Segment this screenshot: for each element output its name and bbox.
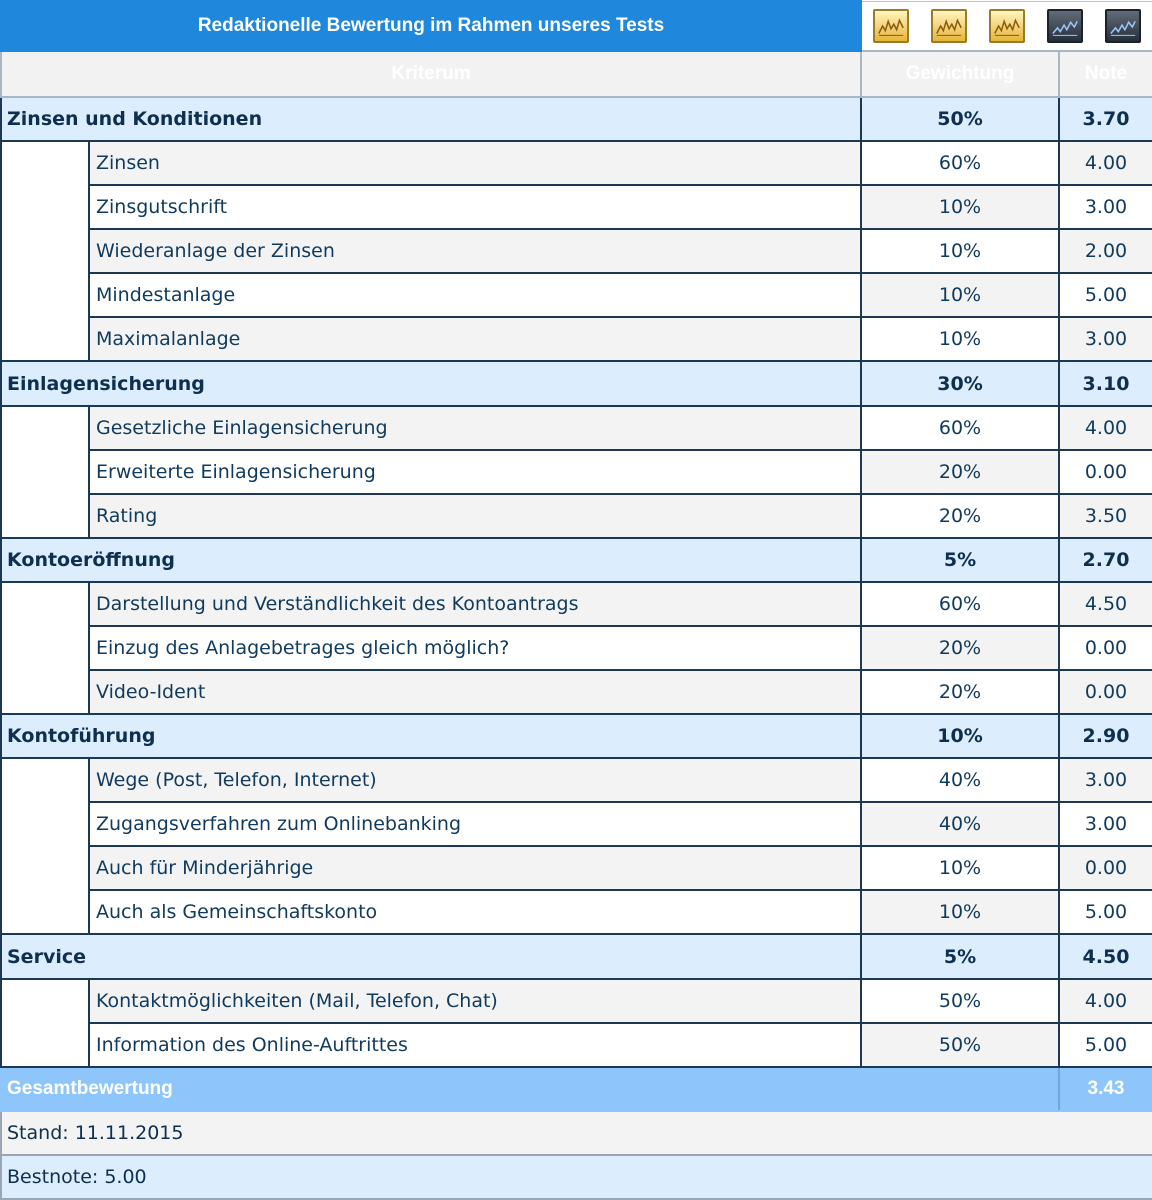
dark-chart-icon-1[interactable] [1047, 9, 1083, 43]
title-row [1, 1, 1152, 51]
criterion-weight: 60% [861, 141, 1059, 185]
criterion-name: Maximalanlage [89, 317, 861, 361]
criterion-grade: 3.00 [1059, 317, 1152, 361]
category-row [1, 361, 1152, 405]
criterion-grade: 5.00 [1059, 273, 1152, 317]
category-name: Kontoeröffnung [1, 538, 861, 582]
criterion-row [1, 185, 1152, 229]
criterion-row [1, 758, 1152, 802]
criterion-row [1, 317, 1152, 361]
criterion-weight: 40% [861, 758, 1059, 802]
criterion-grade: 3.00 [1059, 185, 1152, 229]
criterion-weight: 10% [861, 185, 1059, 229]
criterion-weight: 40% [861, 802, 1059, 846]
total-grade: 3.43 [1059, 1067, 1152, 1111]
header-criterion: Kriterum [1, 51, 861, 97]
category-weight: 30% [861, 361, 1059, 405]
criterion-row [1, 450, 1152, 494]
category-row [1, 934, 1152, 978]
criterion-weight: 50% [861, 1023, 1059, 1067]
criterion-row [1, 1023, 1152, 1067]
criterion-weight: 20% [861, 670, 1059, 714]
category-grade: 4.50 [1059, 934, 1152, 978]
criterion-weight: 10% [861, 273, 1059, 317]
criterion-row [1, 229, 1152, 273]
criterion-name: Auch für Minderjährige [89, 846, 861, 890]
criterion-row [1, 626, 1152, 670]
category-weight: 10% [861, 714, 1059, 758]
criterion-row [1, 406, 1152, 450]
category-name: Service [1, 934, 861, 978]
category-name: Zinsen und Konditionen [1, 97, 861, 141]
header-weight: Gewichtung [861, 51, 1059, 97]
total-row [1, 1067, 1152, 1111]
category-row [1, 97, 1152, 141]
criterion-name: Erweiterte Einlagensicherung [89, 450, 861, 494]
criterion-weight: 50% [861, 979, 1059, 1023]
total-label: Gesamtbewertung [1, 1067, 1059, 1111]
criterion-grade: 2.00 [1059, 229, 1152, 273]
criterion-grade: 4.00 [1059, 406, 1152, 450]
gold-chart-icon-3[interactable] [989, 9, 1025, 43]
indent-spacer [1, 582, 89, 714]
criterion-row [1, 846, 1152, 890]
criterion-grade: 0.00 [1059, 626, 1152, 670]
category-grade: 2.90 [1059, 714, 1152, 758]
criterion-name: Wiederanlage der Zinsen [89, 229, 861, 273]
criterion-row [1, 979, 1152, 1023]
criterion-grade: 4.00 [1059, 979, 1152, 1023]
category-weight: 5% [861, 934, 1059, 978]
indent-spacer [1, 758, 89, 934]
criterion-row [1, 273, 1152, 317]
best-text: Bestnote: 5.00 [1, 1155, 1152, 1199]
gold-chart-icon-2[interactable] [931, 9, 967, 43]
criterion-grade: 3.00 [1059, 758, 1152, 802]
table-title: Redaktionelle Bewertung im Rahmen unseres Tests [1, 1, 861, 51]
criterion-name: Zugangsverfahren zum Onlinebanking [89, 802, 861, 846]
criterion-weight: 20% [861, 494, 1059, 538]
best-row [1, 1155, 1152, 1199]
criterion-name: Einzug des Anlagebetrages gleich möglich? [89, 626, 861, 670]
category-name: Einlagensicherung [1, 361, 861, 405]
criterion-grade: 3.00 [1059, 802, 1152, 846]
criterion-weight: 20% [861, 450, 1059, 494]
chart-icons [861, 1, 1152, 51]
criterion-grade: 3.50 [1059, 494, 1152, 538]
criterion-row [1, 141, 1152, 185]
indent-spacer [1, 141, 89, 361]
dark-chart-icon-2[interactable] [1105, 9, 1141, 43]
criterion-row [1, 494, 1152, 538]
criterion-name: Information des Online-Auftrittes [89, 1023, 861, 1067]
criterion-name: Rating [89, 494, 861, 538]
criterion-name: Auch als Gemeinschaftskonto [89, 890, 861, 934]
criterion-weight: 60% [861, 582, 1059, 626]
criterion-weight: 10% [861, 890, 1059, 934]
criterion-row [1, 890, 1152, 934]
criterion-grade: 0.00 [1059, 846, 1152, 890]
criterion-weight: 10% [861, 229, 1059, 273]
header-grade: Note [1059, 51, 1152, 97]
criterion-weight: 20% [861, 626, 1059, 670]
category-grade: 2.70 [1059, 538, 1152, 582]
criterion-grade: 4.00 [1059, 141, 1152, 185]
criterion-grade: 5.00 [1059, 890, 1152, 934]
category-row [1, 714, 1152, 758]
criterion-grade: 5.00 [1059, 1023, 1152, 1067]
criterion-name: Wege (Post, Telefon, Internet) [89, 758, 861, 802]
criterion-row [1, 582, 1152, 626]
criterion-name: Darstellung und Verständlichkeit des Kontoantrags [89, 582, 861, 626]
criterion-grade: 4.50 [1059, 582, 1152, 626]
gold-chart-icon-1[interactable] [873, 9, 909, 43]
criterion-name: Video-Ident [89, 670, 861, 714]
category-weight: 50% [861, 97, 1059, 141]
stand-row [1, 1111, 1152, 1155]
criterion-weight: 10% [861, 846, 1059, 890]
criterion-row [1, 802, 1152, 846]
category-grade: 3.10 [1059, 361, 1152, 405]
indent-spacer [1, 979, 89, 1067]
criterion-weight: 10% [861, 317, 1059, 361]
indent-spacer [1, 406, 89, 538]
category-grade: 3.70 [1059, 97, 1152, 141]
criterion-grade: 0.00 [1059, 670, 1152, 714]
criterion-name: Zinsgutschrift [89, 185, 861, 229]
category-name: Kontoführung [1, 714, 861, 758]
criterion-name: Mindestanlage [89, 273, 861, 317]
criterion-row [1, 670, 1152, 714]
category-weight: 5% [861, 538, 1059, 582]
header-row [1, 51, 1152, 97]
criterion-weight: 60% [861, 406, 1059, 450]
criterion-name: Zinsen [89, 141, 861, 185]
criterion-grade: 0.00 [1059, 450, 1152, 494]
criterion-name: Gesetzliche Einlagensicherung [89, 406, 861, 450]
stand-text: Stand: 11.11.2015 [1, 1111, 1152, 1155]
category-row [1, 538, 1152, 582]
criterion-name: Kontaktmöglichkeiten (Mail, Telefon, Chat) [89, 979, 861, 1023]
